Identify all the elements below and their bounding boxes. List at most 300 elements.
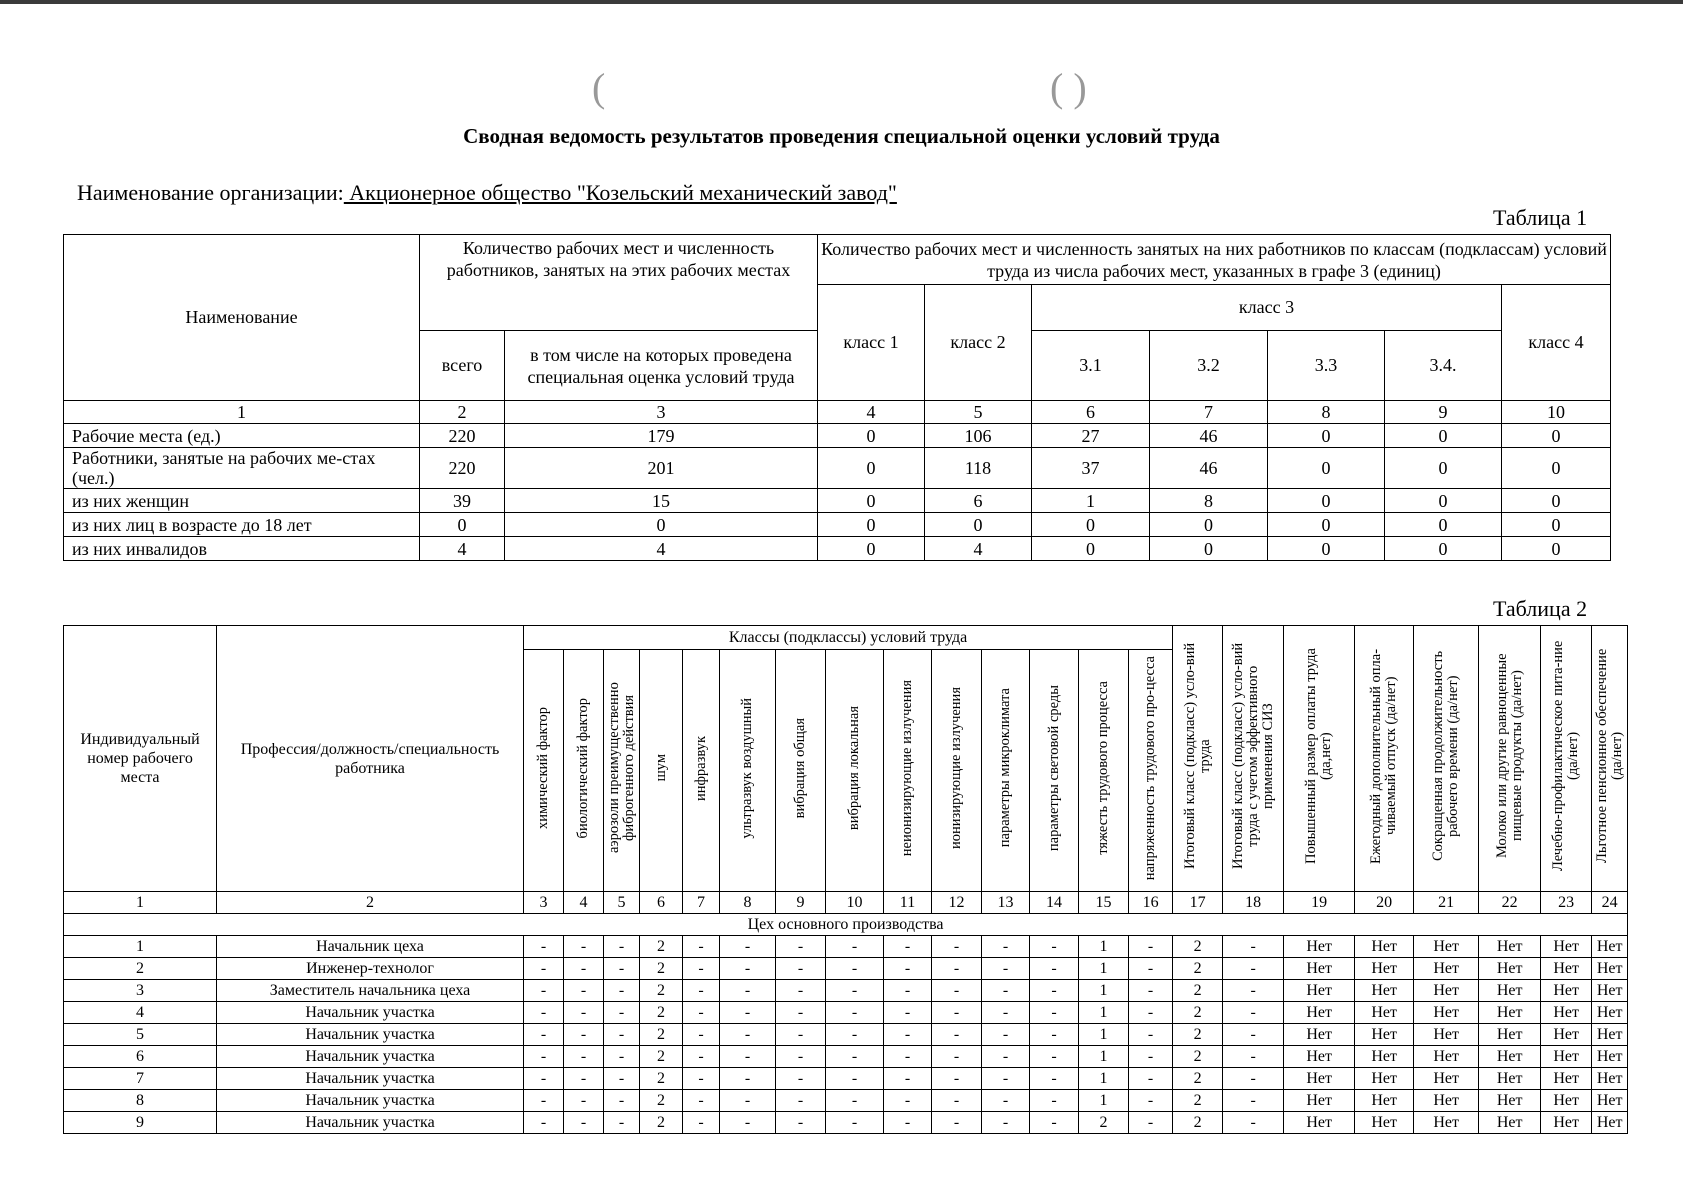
t2-cell: Нет <box>1355 1112 1414 1134</box>
t1-cell: 6 <box>925 489 1032 513</box>
t1-header-sub33: 3.3 <box>1268 331 1385 401</box>
t2-header-vacation: Ежегодный дополнительный опла-чиваемый отпуск (да/нет) <box>1355 626 1414 892</box>
t1-col-number: 2 <box>420 401 505 424</box>
t1-header-sub31: 3.1 <box>1032 331 1150 401</box>
t2-cell: 1 <box>1079 1090 1129 1112</box>
t2-col-number: 2 <box>217 892 524 914</box>
t1-header-name: Наименование <box>64 235 420 401</box>
t2-cell: - <box>524 980 564 1002</box>
t1-cell: 39 <box>420 489 505 513</box>
t2-cell: Нет <box>1414 958 1479 980</box>
t2-cell: - <box>1129 980 1173 1002</box>
t2-row <box>64 1024 1628 1046</box>
t2-row <box>64 1046 1628 1068</box>
t2-col-number: 9 <box>776 892 826 914</box>
t2-cell: - <box>1223 1002 1284 1024</box>
t1-cell: 0 <box>818 448 925 489</box>
organization-line <box>77 180 897 206</box>
t2-row <box>64 1002 1628 1024</box>
t2-cell: 2 <box>640 1068 683 1090</box>
t1-header-class4: класс 4 <box>1502 285 1611 401</box>
t2-cell: Нет <box>1592 1024 1628 1046</box>
t2-cell: - <box>604 980 640 1002</box>
t1-cell: 0 <box>1502 537 1611 561</box>
t2-cell: - <box>932 1024 982 1046</box>
t2-cell: 2 <box>1173 1112 1223 1134</box>
t2-col-number: 12 <box>932 892 982 914</box>
t2-row-profession: Инженер-технолог <box>217 958 524 980</box>
t2-cell: - <box>524 1068 564 1090</box>
t2-cell: Нет <box>1355 1090 1414 1112</box>
t2-cell: Нет <box>1414 1112 1479 1134</box>
t1-row-name: из них инвалидов <box>64 537 420 561</box>
t2-cell: 1 <box>1079 1024 1129 1046</box>
t2-cell: Нет <box>1479 1090 1541 1112</box>
t2-cell: - <box>720 1024 776 1046</box>
organization-name: Акционерное общество "Козельский механический завод" <box>343 180 897 205</box>
t1-cell: 201 <box>505 448 818 489</box>
t1-cell: 220 <box>420 448 505 489</box>
t2-cell: - <box>776 1068 826 1090</box>
t2-col-number: 20 <box>1355 892 1414 914</box>
t2-cell: - <box>720 1046 776 1068</box>
t2-cell: - <box>932 958 982 980</box>
t2-cell: Нет <box>1355 958 1414 980</box>
t2-cell: - <box>982 1046 1030 1068</box>
t1-cell: 27 <box>1032 424 1150 448</box>
t2-cell: - <box>982 1024 1030 1046</box>
t2-header-factor: химический фактор <box>524 650 564 892</box>
t2-cell: - <box>826 1046 884 1068</box>
t2-header-factor: ионизирующие излучения <box>932 650 982 892</box>
t2-cell: Нет <box>1355 1068 1414 1090</box>
t2-row-profession: Начальник цеха <box>217 936 524 958</box>
t2-cell: - <box>683 1002 720 1024</box>
t2-cell: Нет <box>1592 1002 1628 1024</box>
t2-cell: - <box>683 936 720 958</box>
t2-cell: - <box>826 980 884 1002</box>
t2-cell: - <box>683 1024 720 1046</box>
t2-cell: - <box>564 936 604 958</box>
t1-cell: 0 <box>1385 448 1502 489</box>
t2-col-number: 17 <box>1173 892 1223 914</box>
t2-cell: Нет <box>1541 1112 1592 1134</box>
t2-cell: - <box>1129 958 1173 980</box>
t2-cell: - <box>982 980 1030 1002</box>
t2-cell: - <box>604 1068 640 1090</box>
t2-row-id: 9 <box>64 1112 217 1134</box>
t2-cell: - <box>982 1112 1030 1134</box>
t2-cell: Нет <box>1541 1068 1592 1090</box>
t2-cell: - <box>564 980 604 1002</box>
t1-cell: 0 <box>1268 537 1385 561</box>
t2-col-number: 19 <box>1284 892 1355 914</box>
t2-cell: Нет <box>1284 1090 1355 1112</box>
t1-cell: 0 <box>505 513 818 537</box>
t2-cell: - <box>1223 936 1284 958</box>
t2-cell: - <box>776 1002 826 1024</box>
t1-row <box>64 448 1611 489</box>
t2-col-number: 5 <box>604 892 640 914</box>
t2-cell: - <box>1030 1046 1079 1068</box>
t2-cell: - <box>932 936 982 958</box>
t2-cell: - <box>720 980 776 1002</box>
t2-cell: 1 <box>1079 1002 1129 1024</box>
t2-col-number: 7 <box>683 892 720 914</box>
organization-label: Наименование организации: <box>77 180 344 205</box>
t2-cell: - <box>604 1046 640 1068</box>
t2-col-number: 22 <box>1479 892 1541 914</box>
t2-cell: - <box>1030 936 1079 958</box>
t2-cell: Нет <box>1284 1068 1355 1090</box>
t2-cell: Нет <box>1355 980 1414 1002</box>
t2-cell: 2 <box>640 936 683 958</box>
t2-cell: - <box>884 1024 932 1046</box>
table1-label: Таблица 1 <box>1493 205 1588 230</box>
t2-cell: - <box>564 1024 604 1046</box>
t2-cell: - <box>826 1112 884 1134</box>
t1-cell: 0 <box>1385 513 1502 537</box>
t1-cell: 0 <box>1502 424 1611 448</box>
t2-section-title: Цех основного производства <box>64 914 1628 936</box>
t2-col-number: 23 <box>1541 892 1592 914</box>
t1-cell: 0 <box>818 424 925 448</box>
t2-cell: - <box>683 958 720 980</box>
t1-row-name: Рабочие места (ед.) <box>64 424 420 448</box>
t2-cell: - <box>720 958 776 980</box>
t2-cell: - <box>932 1002 982 1024</box>
t2-cell: - <box>884 1112 932 1134</box>
t2-cell: - <box>982 958 1030 980</box>
t2-cell: 2 <box>640 1002 683 1024</box>
t1-cell: 0 <box>1385 537 1502 561</box>
t1-cell: 46 <box>1150 448 1268 489</box>
t2-cell: - <box>776 1112 826 1134</box>
t1-cell: 4 <box>420 537 505 561</box>
t1-cell: 0 <box>1150 513 1268 537</box>
t2-cell: - <box>1030 1068 1079 1090</box>
t2-cell: 2 <box>1173 936 1223 958</box>
t1-cell: 4 <box>925 537 1032 561</box>
t2-cell: 2 <box>1173 1002 1223 1024</box>
t2-col-number: 4 <box>564 892 604 914</box>
t2-col-number: 10 <box>826 892 884 914</box>
t1-cell: 0 <box>1385 424 1502 448</box>
t2-cell: Нет <box>1284 936 1355 958</box>
t2-cell: 2 <box>640 1112 683 1134</box>
t1-row-name: из них женщин <box>64 489 420 513</box>
t2-cell: - <box>1223 1024 1284 1046</box>
t2-column-numbers <box>64 892 1628 914</box>
t2-row-id: 5 <box>64 1024 217 1046</box>
t2-cell: Нет <box>1414 1002 1479 1024</box>
t2-cell: Нет <box>1541 958 1592 980</box>
t2-cell: - <box>1030 1024 1079 1046</box>
t2-row-profession: Начальник участка <box>217 1090 524 1112</box>
t2-cell: 1 <box>1079 936 1129 958</box>
t2-cell: - <box>524 1024 564 1046</box>
t2-cell: 2 <box>640 958 683 980</box>
t2-header-factor: инфразвук <box>683 650 720 892</box>
t2-cell: - <box>1223 1090 1284 1112</box>
t2-row-id: 1 <box>64 936 217 958</box>
t2-row-profession: Начальник участка <box>217 1112 524 1134</box>
t2-cell: - <box>564 958 604 980</box>
t2-cell: - <box>776 1090 826 1112</box>
t2-cell: - <box>776 980 826 1002</box>
t2-cell: - <box>1129 1090 1173 1112</box>
t2-cell: - <box>720 1112 776 1134</box>
t2-row-profession: Начальник участка <box>217 1046 524 1068</box>
t2-cell: - <box>720 936 776 958</box>
t2-row <box>64 980 1628 1002</box>
t1-cell: 0 <box>1150 537 1268 561</box>
t2-cell: - <box>982 1002 1030 1024</box>
t2-cell: Нет <box>1479 980 1541 1002</box>
t2-row <box>64 936 1628 958</box>
t2-row-id: 7 <box>64 1068 217 1090</box>
t1-cell: 0 <box>420 513 505 537</box>
t2-row-profession: Начальник участка <box>217 1068 524 1090</box>
t2-cell: - <box>1129 936 1173 958</box>
t2-cell: - <box>604 1024 640 1046</box>
t2-cell: - <box>1129 1024 1173 1046</box>
t2-cell: - <box>826 1002 884 1024</box>
t2-cell: - <box>564 1046 604 1068</box>
t2-header-profession: Профессия/должность/специальность работника <box>217 626 524 892</box>
t1-row <box>64 424 1611 448</box>
t2-col-number: 14 <box>1030 892 1079 914</box>
t2-cell: - <box>776 1046 826 1068</box>
t2-cell: - <box>1030 958 1079 980</box>
t2-cell: - <box>1129 1112 1173 1134</box>
t1-cell: 0 <box>1032 537 1150 561</box>
t2-cell: Нет <box>1592 980 1628 1002</box>
t1-cell: 118 <box>925 448 1032 489</box>
t2-cell: Нет <box>1592 1046 1628 1068</box>
t1-header-assessed: в том числе на которых проведена специальная оценка условий труда <box>505 331 818 401</box>
t2-cell: - <box>524 1112 564 1134</box>
t2-cell: Нет <box>1355 936 1414 958</box>
t2-col-number: 21 <box>1414 892 1479 914</box>
t2-cell: Нет <box>1284 1024 1355 1046</box>
t2-cell: - <box>1223 1046 1284 1068</box>
t2-cell: - <box>1030 980 1079 1002</box>
t2-cell: - <box>683 1090 720 1112</box>
t2-header-milk: Молоко или другие равноценные пищевые продукты (да/нет) <box>1479 626 1541 892</box>
t1-header-group1: Количество рабочих мест и численность работников, занятых на этих рабочих местах <box>420 235 818 331</box>
t2-cell: - <box>604 936 640 958</box>
t2-cell: 2 <box>1173 980 1223 1002</box>
t2-cell: - <box>524 958 564 980</box>
t2-cell: - <box>1129 1068 1173 1090</box>
t2-cell: 2 <box>1173 1024 1223 1046</box>
t2-cell: - <box>776 936 826 958</box>
t2-cell: 2 <box>640 980 683 1002</box>
t2-cell: Нет <box>1541 1046 1592 1068</box>
t2-cell: Нет <box>1592 1090 1628 1112</box>
t1-header-class3: класс 3 <box>1032 285 1502 331</box>
t2-col-number: 8 <box>720 892 776 914</box>
t1-col-number: 5 <box>925 401 1032 424</box>
t1-cell: 0 <box>1268 513 1385 537</box>
t1-cell: 0 <box>1502 513 1611 537</box>
t2-cell: Нет <box>1541 936 1592 958</box>
t1-col-number: 6 <box>1032 401 1150 424</box>
t2-cell: Нет <box>1355 1024 1414 1046</box>
t2-header-pay: Повышенный размер оплаты труда (да,нет) <box>1284 626 1355 892</box>
t1-cell: 0 <box>818 513 925 537</box>
t1-row-name: Работники, занятые на рабочих ме-стах (чел.) <box>64 448 420 489</box>
t1-cell: 0 <box>1268 424 1385 448</box>
t2-cell: - <box>683 1068 720 1090</box>
t2-col-number: 15 <box>1079 892 1129 914</box>
t2-cell: - <box>776 1024 826 1046</box>
t2-cell: Нет <box>1479 958 1541 980</box>
t2-header-factor: ультразвук воздушный <box>720 650 776 892</box>
t2-col-number: 3 <box>524 892 564 914</box>
t2-cell: - <box>1223 980 1284 1002</box>
t1-col-number: 3 <box>505 401 818 424</box>
t2-cell: - <box>720 1068 776 1090</box>
t2-cell: - <box>932 980 982 1002</box>
t2-cell: Нет <box>1355 1002 1414 1024</box>
t2-cell: 2 <box>1173 1090 1223 1112</box>
t1-cell: 15 <box>505 489 818 513</box>
t2-header-factor: параметры световой среды <box>1030 650 1079 892</box>
t2-cell: - <box>884 936 932 958</box>
table2-label: Таблица 2 <box>1493 596 1588 621</box>
t2-row-profession: Начальник участка <box>217 1024 524 1046</box>
t2-col-number: 13 <box>982 892 1030 914</box>
t2-cell: - <box>932 1090 982 1112</box>
t2-cell: Нет <box>1479 936 1541 958</box>
t2-cell: 2 <box>1079 1112 1129 1134</box>
t2-header-classes: Классы (подклассы) условий труда <box>524 626 1173 650</box>
t2-header-id: Индивидуальный номер рабочего места <box>64 626 217 892</box>
t2-col-number: 16 <box>1129 892 1173 914</box>
t2-cell: 1 <box>1079 958 1129 980</box>
t2-header-factor: неионизирующие излучения <box>884 650 932 892</box>
t2-cell: - <box>884 1068 932 1090</box>
t2-row <box>64 1090 1628 1112</box>
t2-header-factor: напряженность трудового про-цесса <box>1129 650 1173 892</box>
t2-cell: Нет <box>1541 980 1592 1002</box>
t2-cell: - <box>932 1046 982 1068</box>
t2-cell: Нет <box>1414 1090 1479 1112</box>
t1-row <box>64 537 1611 561</box>
t2-row-profession: Начальник участка <box>217 1002 524 1024</box>
t2-cell: 2 <box>640 1046 683 1068</box>
t2-cell: Нет <box>1479 1002 1541 1024</box>
t2-header-factor: вибрация общая <box>776 650 826 892</box>
t2-cell: Нет <box>1414 980 1479 1002</box>
t2-header-factor: биологический фактор <box>564 650 604 892</box>
t2-row-id: 3 <box>64 980 217 1002</box>
t2-cell: - <box>982 1090 1030 1112</box>
t2-cell: 2 <box>640 1090 683 1112</box>
t1-cell: 46 <box>1150 424 1268 448</box>
t1-cell: 106 <box>925 424 1032 448</box>
t2-row-id: 8 <box>64 1090 217 1112</box>
t2-cell: Нет <box>1541 1024 1592 1046</box>
t2-cell: - <box>776 958 826 980</box>
t1-cell: 0 <box>1032 513 1150 537</box>
t2-col-number: 1 <box>64 892 217 914</box>
t1-col-number: 1 <box>64 401 420 424</box>
t1-cell: 0 <box>1268 448 1385 489</box>
t1-cell: 37 <box>1032 448 1150 489</box>
t2-cell: 2 <box>1173 1046 1223 1068</box>
t2-cell: - <box>564 1112 604 1134</box>
t1-cell: 0 <box>1385 489 1502 513</box>
t2-cell: Нет <box>1541 1090 1592 1112</box>
t2-cell: Нет <box>1592 936 1628 958</box>
t1-cell: 220 <box>420 424 505 448</box>
t1-col-number: 8 <box>1268 401 1385 424</box>
t2-header-pension: Льготное пенсионное обеспечение (да/нет) <box>1592 626 1628 892</box>
t2-cell: - <box>524 1046 564 1068</box>
t2-header-factor: тяжесть трудового процесса <box>1079 650 1129 892</box>
t2-cell: - <box>524 1090 564 1112</box>
t2-cell: Нет <box>1414 1068 1479 1090</box>
t1-row <box>64 489 1611 513</box>
t2-col-number: 18 <box>1223 892 1284 914</box>
t2-cell: - <box>683 980 720 1002</box>
t2-header-food: Лечебно-профилактическое пита-ние (да/нет) <box>1541 626 1592 892</box>
summary-table <box>63 234 1611 561</box>
t2-cell: - <box>982 1068 1030 1090</box>
t2-cell: Нет <box>1284 1112 1355 1134</box>
t1-column-numbers <box>64 401 1611 424</box>
t1-cell: 8 <box>1150 489 1268 513</box>
t2-cell: - <box>932 1068 982 1090</box>
t1-cell: 0 <box>1502 448 1611 489</box>
t1-header-sub34: 3.4. <box>1385 331 1502 401</box>
t2-cell: Нет <box>1479 1024 1541 1046</box>
t2-header-final-class-siz: Итоговый класс (подкласс) усло-вий труда с учетом эффективного применения СИЗ <box>1223 626 1284 892</box>
t2-cell: - <box>564 1002 604 1024</box>
t2-cell: - <box>1223 1112 1284 1134</box>
t2-row-id: 6 <box>64 1046 217 1068</box>
t1-cell: 0 <box>1502 489 1611 513</box>
t2-cell: 2 <box>640 1024 683 1046</box>
t2-cell: - <box>826 936 884 958</box>
t2-header-factor: аэрозоли преимущественно фиброгенного действия <box>604 650 640 892</box>
t2-row-id: 2 <box>64 958 217 980</box>
t2-cell: Нет <box>1592 1068 1628 1090</box>
t2-cell: - <box>1223 958 1284 980</box>
t2-cell: Нет <box>1414 1046 1479 1068</box>
t2-cell: Нет <box>1414 936 1479 958</box>
t1-cell: 4 <box>505 537 818 561</box>
t2-cell: - <box>982 936 1030 958</box>
t1-header-class1: класс 1 <box>818 285 925 401</box>
t1-cell: 179 <box>505 424 818 448</box>
t2-cell: - <box>604 1002 640 1024</box>
t2-cell: - <box>1030 1090 1079 1112</box>
t2-col-number: 24 <box>1592 892 1628 914</box>
t2-row-profession: Заместитель начальника цеха <box>217 980 524 1002</box>
t2-cell: Нет <box>1284 1002 1355 1024</box>
t1-cell: 0 <box>818 537 925 561</box>
t2-cell: Нет <box>1414 1024 1479 1046</box>
t1-cell: 0 <box>925 513 1032 537</box>
t2-cell: 2 <box>1173 1068 1223 1090</box>
t1-cell: 1 <box>1032 489 1150 513</box>
t2-cell: - <box>524 936 564 958</box>
t2-cell: Нет <box>1284 958 1355 980</box>
